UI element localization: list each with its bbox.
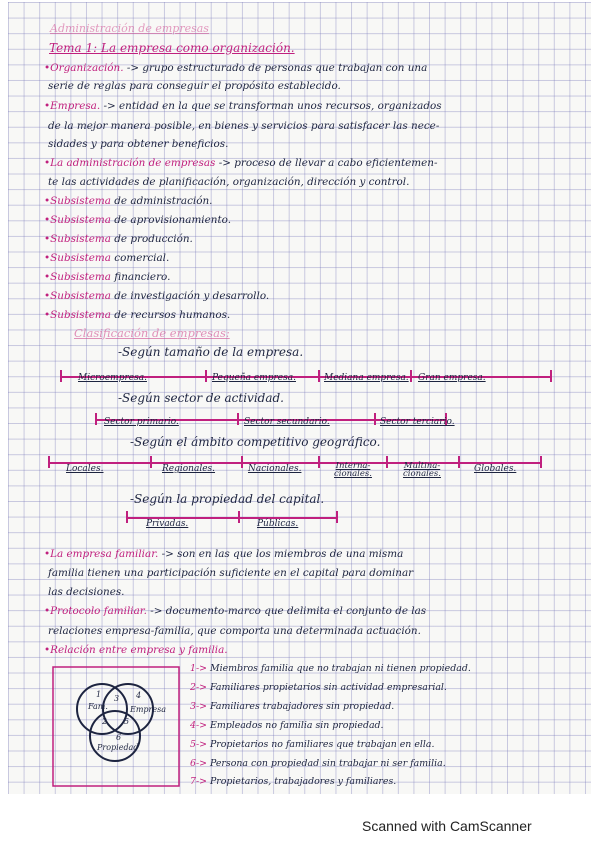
tamano-item: Mediana empresa. (324, 373, 409, 383)
venn-label-prop: Propiedad (97, 743, 139, 752)
propiedad-label: -Según la propiedad del capital. (130, 492, 325, 506)
relacion-item: 3-> Familiares trabajadores sin propiedad. (190, 701, 395, 712)
venn-region-2: 2 (102, 717, 108, 726)
relacion-heading: •Relación entre empresa y familia. (44, 644, 228, 656)
definition-line: sidades y para obtener beneficios. (48, 138, 229, 150)
sector-item: Sector secundario. (244, 417, 330, 427)
clasificacion-heading: Clasificación de empresas: (74, 326, 230, 340)
ambito-item: Regionales. (162, 464, 216, 474)
venn-label-emp: Empresa (130, 705, 166, 714)
definition-line: las decisiones. (48, 586, 125, 598)
venn-region-5: 5 (124, 717, 130, 726)
definition-line: serie de reglas para conseguir el propósito establecido. (48, 80, 341, 92)
subsistema-item: •Subsistema de aprovisionamiento. (44, 214, 232, 226)
ambito-item: Locales. (66, 464, 104, 474)
subsistema-item: •Subsistema de administración. (44, 195, 213, 207)
relacion-item: 6-> Persona con propiedad sin trabajar ni ser familia. (190, 758, 446, 769)
sector-item: Sector primario. (104, 417, 179, 427)
venn-region-3: 3 (114, 694, 120, 703)
venn-border (53, 667, 179, 786)
tamano-item: Gran empresa. (418, 373, 486, 383)
definition-line: relaciones empresa-familia, que comporta una determinada actuación. (48, 625, 421, 637)
tamano-item: Pequeña empresa. (212, 373, 296, 383)
camscanner-watermark: Scanned with CamScanner (362, 818, 532, 834)
relacion-item: 4-> Empleados no familia sin propiedad. (190, 720, 384, 731)
definition-line: de la mejor manera posible, en bienes y servicios para satisfacer las nece- (48, 120, 440, 132)
definition-protocolo: •Protocolo familiar. -> documento-marco que delimita el conjunto de las (44, 605, 427, 617)
tamano-label: -Según tamaño de la empresa. (118, 345, 304, 359)
ambito-item: Nacionales. (248, 464, 302, 474)
definition-empresa-familiar: •La empresa familiar. -> son en las que los miembros de una misma (44, 548, 404, 560)
definition-line: familia tienen una participación suficiente en el capital para dominar (48, 567, 414, 579)
venn-diagram (50, 664, 182, 790)
relacion-item: 2-> Familiares propietarios sin actividad empresarial. (190, 682, 447, 693)
ambito-item: Interna- cionales. (334, 461, 372, 479)
document-title: Administración de empresas (50, 22, 209, 35)
subsistema-item: •Subsistema de recursos humanos. (44, 309, 231, 321)
definition-administracion: •La administración de empresas -> proceso de llevar a cabo eficientemen- (44, 157, 438, 169)
definition-empresa: •Empresa. -> entidad en la que se transforman unos recursos, organizados (44, 100, 442, 112)
definition-organizacion: •Organización. -> grupo estructurado de personas que trabajan con una (44, 62, 428, 74)
propiedad-circle (90, 711, 140, 761)
definition-line: te las actividades de planificación, organización, dirección y control. (48, 176, 410, 188)
venn-region-1: 1 (96, 690, 102, 699)
venn-region-4: 4 (136, 691, 142, 700)
ambito-item: Multina- cionales. (403, 461, 441, 479)
subsistema-item: •Subsistema comercial. (44, 252, 170, 264)
propiedad-item: Privadas. (146, 519, 189, 529)
ambito-item: Globales. (474, 464, 517, 474)
subsistema-item: •Subsistema de producción. (44, 233, 193, 245)
tamano-item: Microempresa. (78, 373, 147, 383)
venn-label-fam: Fam. (88, 702, 108, 711)
venn-region-6: 6 (116, 733, 122, 742)
propiedad-item: Públicas. (257, 519, 299, 529)
topic-heading: Tema 1: La empresa como organización. (49, 41, 295, 55)
sector-item: Sector terciario. (380, 417, 455, 427)
relacion-item: 1-> Miembros familia que no trabajan ni tienen propiedad. (190, 663, 471, 674)
relacion-item: 7-> Propietarios, trabajadores y familiares. (190, 776, 397, 787)
ambito-label: -Según el ámbito competitivo geográfico. (130, 435, 381, 449)
subsistema-item: •Subsistema de investigación y desarrollo. (44, 290, 270, 302)
sector-label: -Según sector de actividad. (118, 391, 284, 405)
subsistema-item: •Subsistema financiero. (44, 271, 171, 283)
relacion-item: 5-> Propietarios no familiares que trabajan en ella. (190, 739, 435, 750)
